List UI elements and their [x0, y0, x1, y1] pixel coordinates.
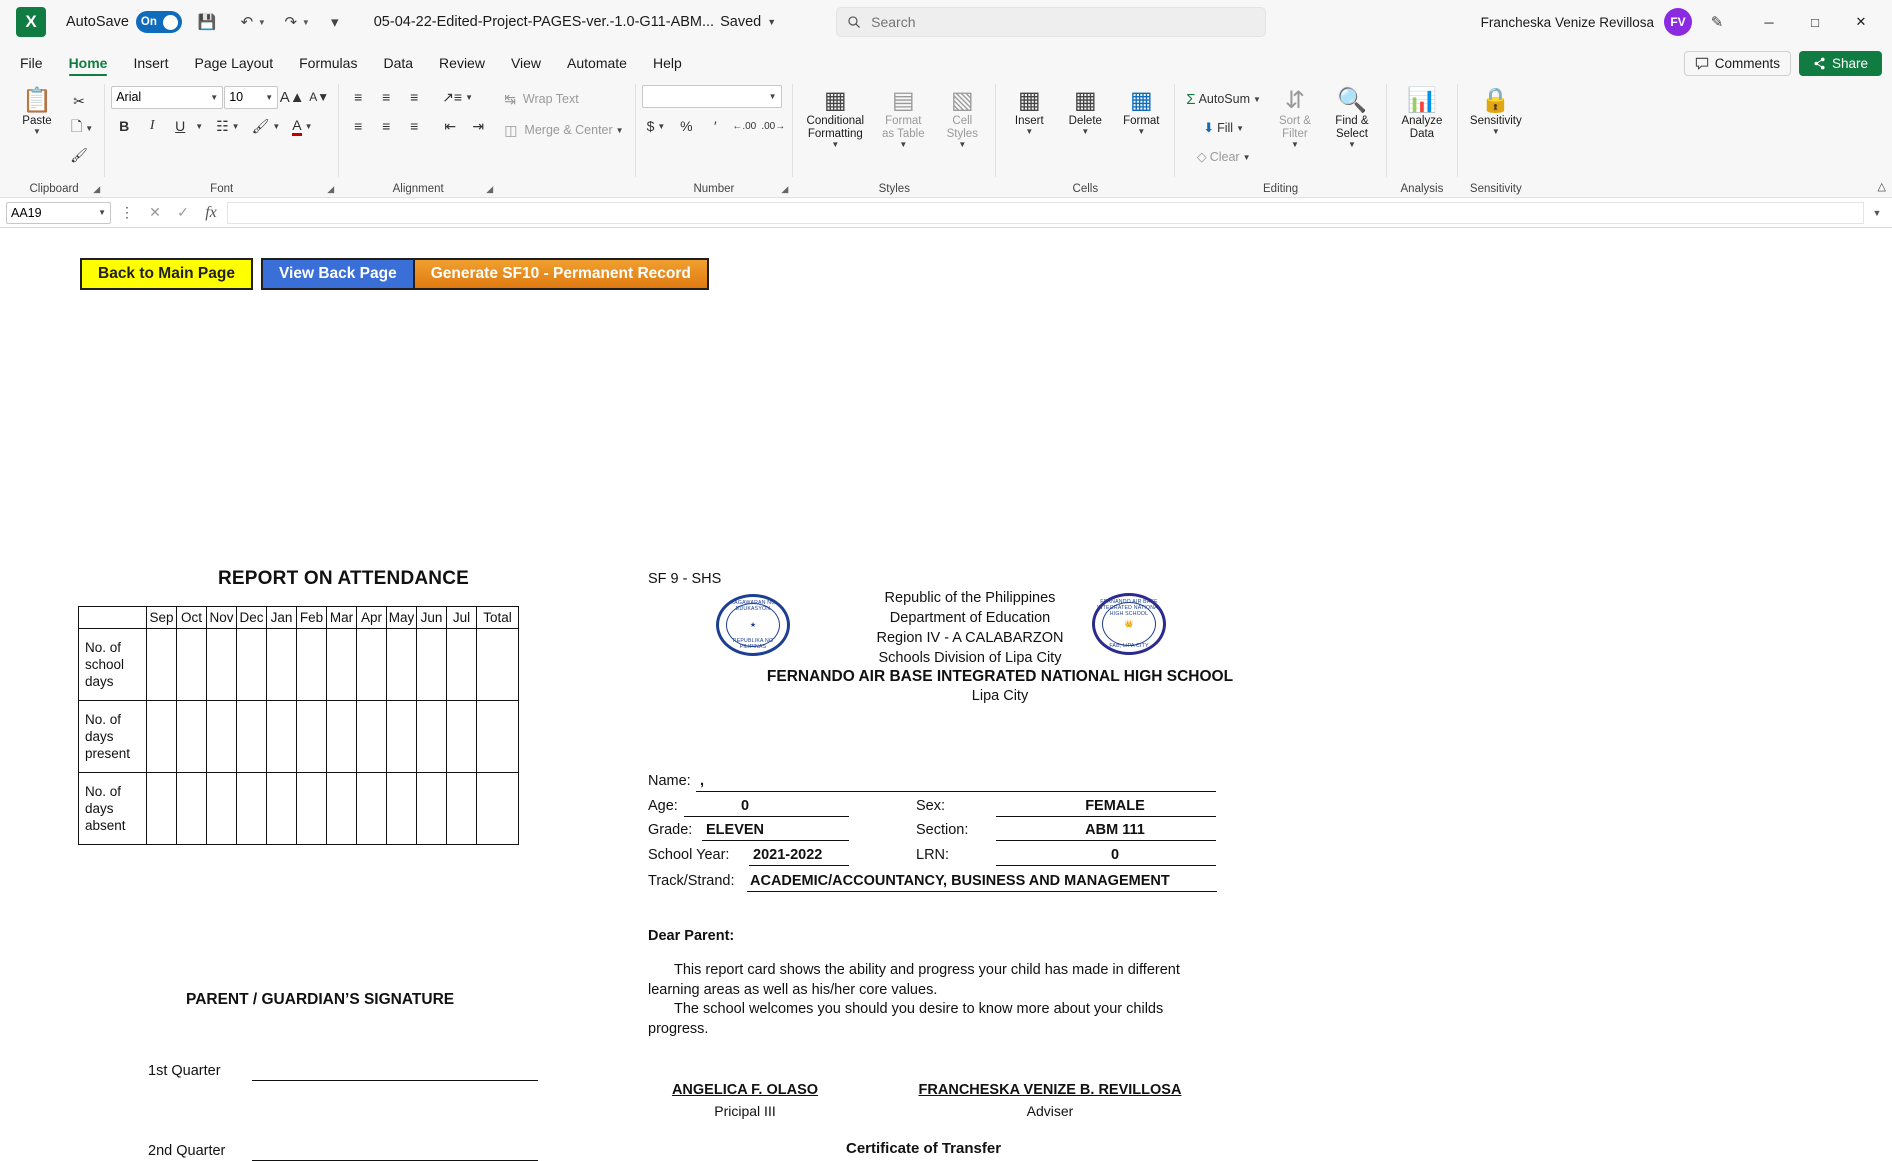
- sensitivity-icon: 🔒: [1480, 87, 1511, 114]
- seal-top-text: KAGAWARAN NG EDUKASYON: [730, 600, 776, 612]
- increase-font-size-icon[interactable]: A▲: [279, 88, 305, 106]
- ribbon-group-editing: [1175, 78, 1386, 197]
- autosave-toggle-state: On: [140, 16, 157, 28]
- chevron-down-icon[interactable]: ▼: [1491, 127, 1500, 136]
- format-as-table-label: Format as Table: [881, 115, 925, 140]
- file-name-text: 05-04-22-Edited-Project-PAGES-ver.-1.0-G11-ABM...: [373, 14, 715, 30]
- paste-label: Paste: [22, 115, 52, 127]
- age-field-line: [684, 816, 849, 817]
- header-line-1: Republic of the Philippines: [884, 590, 1056, 606]
- delete-cells-button[interactable]: [1058, 85, 1112, 139]
- alignment-text-spacer: [499, 183, 628, 197]
- section-field-line: [996, 840, 1216, 841]
- search-box[interactable]: [836, 7, 1266, 37]
- wrap-text-label: Wrap Text: [522, 92, 579, 106]
- sex-value: FEMALE: [1085, 798, 1145, 814]
- undo-chevron-down-icon[interactable]: ▼: [257, 17, 266, 27]
- grade-value: ELEVEN: [706, 822, 765, 838]
- adviser-role: Adviser: [1026, 1103, 1074, 1119]
- ribbon-tab-bar: [0, 44, 1892, 78]
- chevron-down-icon[interactable]: ▼: [1347, 140, 1356, 149]
- chevron-down-icon[interactable]: ▼: [210, 92, 219, 102]
- cell[interactable]: [267, 701, 297, 773]
- align-middle-icon[interactable]: ≡: [382, 89, 391, 105]
- fill-color-icon[interactable]: 🖌 ▼: [251, 117, 281, 134]
- table-row: [79, 629, 519, 701]
- alignment-group-label: Alignment: [392, 183, 444, 195]
- undo-control[interactable]: [232, 7, 266, 37]
- ribbon: [0, 78, 1892, 198]
- tab-data[interactable]: Data: [383, 55, 414, 71]
- month-header-dec: Dec: [237, 607, 267, 629]
- customize-quick-access-icon[interactable]: ▾: [330, 14, 339, 31]
- clear-button[interactable]: ◇ Clear ▼: [1196, 149, 1251, 164]
- undo-icon[interactable]: ↶: [240, 14, 254, 31]
- format-as-table-button[interactable]: [873, 85, 933, 152]
- sort-filter-label: Sort & Filter: [1278, 115, 1311, 140]
- month-header-apr: Apr: [357, 607, 387, 629]
- cell[interactable]: [207, 701, 237, 773]
- delete-cells-label: Delete: [1068, 115, 1102, 127]
- cell[interactable]: [147, 701, 177, 773]
- cell[interactable]: [357, 701, 387, 773]
- cell[interactable]: [177, 629, 207, 701]
- number-dialog-launcher[interactable]: ◢: [781, 184, 789, 194]
- save-icon[interactable]: 💾: [197, 14, 217, 31]
- redo-control[interactable]: [276, 7, 310, 37]
- delete-cells-icon: ▦: [1073, 87, 1097, 114]
- paragraph-2: The school welcomes you should you desire to know more about your childs progress.: [648, 1001, 1164, 1037]
- conditional-formatting-button[interactable]: [799, 85, 871, 152]
- cell[interactable]: [387, 629, 417, 701]
- chevron-down-icon[interactable]: ▼: [1025, 127, 1034, 136]
- sensitivity-group-label: Sensitivity: [1469, 183, 1522, 195]
- insert-cells-label: Insert: [1014, 115, 1044, 127]
- school-seal-icon: [1092, 593, 1166, 655]
- cell[interactable]: [387, 701, 417, 773]
- chevron-down-icon[interactable]: ▼: [958, 140, 967, 149]
- cell[interactable]: [177, 701, 207, 773]
- month-header-jul: Jul: [447, 607, 477, 629]
- formula-bar-more-icon[interactable]: ⋮: [120, 204, 134, 220]
- age-value: 0: [740, 798, 750, 814]
- comma-format-icon[interactable]: ′: [713, 118, 717, 134]
- cell[interactable]: [477, 629, 519, 701]
- format-cells-label: Format: [1123, 115, 1160, 127]
- view-back-page-button[interactable]: View Back Page: [261, 258, 415, 290]
- paste-chevron-down-icon[interactable]: ▼: [33, 127, 41, 136]
- school-seal-inner: 👑: [1102, 602, 1156, 646]
- report-paragraph: [648, 961, 1188, 1039]
- school-city: Lipa City: [971, 688, 1029, 704]
- conditional-formatting-label: Conditional Formatting: [806, 115, 865, 140]
- row-label-school-days: No. of school days: [79, 629, 147, 701]
- chevron-down-icon[interactable]: ▼: [1081, 127, 1090, 136]
- lrn-label: LRN:: [916, 847, 950, 863]
- ribbon-group-cells: [996, 78, 1174, 197]
- editing-group-label: Editing: [1263, 183, 1299, 195]
- font-dialog-launcher[interactable]: ◢: [327, 184, 335, 194]
- section-label: Section:: [916, 822, 969, 838]
- row-label-days-absent: No. of days absent: [79, 773, 147, 845]
- clipboard-group-label: Clipboard: [29, 183, 79, 195]
- tab-file[interactable]: File: [20, 55, 43, 71]
- autosum-label: AutoSum: [1198, 92, 1250, 106]
- dear-parent-label: Dear Parent:: [648, 928, 735, 944]
- merge-center-label: Merge & Center: [524, 123, 613, 137]
- clipboard-dialog-launcher[interactable]: ◢: [93, 184, 101, 194]
- tab-insert[interactable]: Insert: [133, 55, 169, 71]
- cell[interactable]: [297, 629, 327, 701]
- generate-sf10-button[interactable]: Generate SF10 - Permanent Record: [413, 258, 709, 290]
- autosave-toggle-knob: [163, 15, 178, 30]
- sensitivity-button[interactable]: [1464, 85, 1528, 139]
- cell-styles-label: Cell Styles: [946, 115, 978, 140]
- grade-field-line: [702, 840, 849, 841]
- ribbon-group-font: [105, 78, 338, 197]
- cell[interactable]: [207, 773, 237, 845]
- autosave-toggle[interactable]: [136, 11, 182, 33]
- cell-styles-button[interactable]: [935, 85, 989, 152]
- redo-icon[interactable]: ↷: [284, 14, 298, 31]
- find-select-label: Find & Select: [1335, 115, 1369, 140]
- share-label: Share: [1831, 56, 1868, 71]
- sort-filter-icon: ⇵: [1284, 87, 1305, 114]
- cut-icon[interactable]: ✂: [73, 92, 85, 109]
- principal-name: ANGELICA F. OLASO: [671, 1082, 819, 1098]
- bold-button[interactable]: B: [119, 118, 130, 134]
- tab-view[interactable]: View: [510, 55, 542, 71]
- first-quarter-signature-line: [252, 1080, 538, 1081]
- align-top-icon[interactable]: ≡: [354, 89, 363, 105]
- tab-review[interactable]: Review: [439, 55, 485, 71]
- cell[interactable]: [147, 629, 177, 701]
- chevron-down-icon[interactable]: ▼: [768, 92, 777, 101]
- ribbon-group-analysis: [1387, 78, 1457, 197]
- school-seal-bottom-text: FAB, LIPA CITY: [1109, 643, 1149, 649]
- school-seal-top-text: FERNANDO AIR BASE INTEGRATED NATIONAL HIGH SCHOOL: [1097, 599, 1161, 617]
- cell[interactable]: [327, 629, 357, 701]
- cell[interactable]: [387, 773, 417, 845]
- window-controls: [1746, 0, 1884, 44]
- ribbon-group-clipboard: [4, 78, 104, 197]
- cell-styles-icon: ▧: [950, 87, 974, 114]
- first-quarter-label: 1st Quarter: [148, 1063, 221, 1079]
- pen-icon[interactable]: ✎: [1710, 14, 1724, 31]
- attendance-title: REPORT ON ATTENDANCE: [218, 568, 469, 589]
- font-size-value: 10: [229, 90, 244, 104]
- find-select-button[interactable]: [1324, 85, 1380, 152]
- table-row: [79, 773, 519, 845]
- decrease-font-size-icon[interactable]: A▼: [309, 90, 330, 104]
- currency-format-icon[interactable]: $ ▼: [646, 118, 666, 134]
- ribbon-group-alignment-text: [493, 78, 634, 197]
- row-label-days-present: No. of days present: [79, 701, 147, 773]
- tab-home[interactable]: Home: [57, 50, 120, 78]
- clear-label: Clear: [1209, 150, 1240, 164]
- principal-role: Pricipal III: [714, 1103, 776, 1119]
- insert-cells-button[interactable]: [1002, 85, 1056, 139]
- cell[interactable]: [237, 701, 267, 773]
- name-box-value: AA19: [11, 205, 42, 220]
- tab-formulas[interactable]: Formulas: [299, 55, 358, 71]
- back-to-main-page-button[interactable]: Back to Main Page: [80, 258, 253, 290]
- font-name-value: Arial: [116, 90, 142, 104]
- cell[interactable]: [297, 701, 327, 773]
- month-header-mar: Mar: [327, 607, 357, 629]
- wrap-text-button[interactable]: ↹ Wrap Text: [504, 90, 579, 107]
- collapse-ribbon-icon[interactable]: △: [1877, 181, 1886, 193]
- number-group-label: Number: [693, 183, 735, 195]
- chevron-down-icon[interactable]: ▼: [831, 140, 840, 149]
- seal-inner: ★: [726, 603, 780, 647]
- enter-icon[interactable]: ✓: [177, 204, 189, 220]
- section-value: ABM 111: [1085, 822, 1145, 838]
- grade-label: Grade:: [648, 822, 693, 838]
- formula-input[interactable]: [227, 202, 1864, 224]
- file-name-button[interactable]: [374, 14, 776, 30]
- cell[interactable]: [417, 629, 447, 701]
- name-label: Name:: [648, 773, 691, 789]
- ribbon-group-alignment: [339, 78, 497, 197]
- cell[interactable]: [447, 629, 477, 701]
- underline-chevron-down-icon[interactable]: ▼: [195, 121, 204, 131]
- title-bar: [0, 0, 1892, 44]
- header-line-2: Department of Education: [889, 610, 1051, 626]
- align-center-icon[interactable]: ≡: [382, 118, 391, 134]
- orientation-icon[interactable]: ↗≡ ▼: [442, 88, 474, 105]
- ribbon-group-styles: [793, 78, 995, 197]
- second-quarter-label: 2nd Quarter: [148, 1143, 226, 1159]
- school-year-label: School Year:: [648, 847, 730, 863]
- styles-group-label: Styles: [878, 183, 910, 195]
- month-header-oct: Oct: [177, 607, 207, 629]
- insert-cells-icon: ▦: [1017, 87, 1041, 114]
- alignment-dialog-launcher[interactable]: ◢: [486, 184, 494, 194]
- account-name: Francheska Venize Revillosa: [1480, 14, 1654, 30]
- table-header-row: [79, 607, 519, 629]
- attendance-table: [78, 606, 519, 845]
- expand-formula-bar-icon[interactable]: ▼: [1872, 207, 1882, 218]
- cell[interactable]: [327, 773, 357, 845]
- table-row: [79, 701, 519, 773]
- month-header-nov: Nov: [207, 607, 237, 629]
- school-year-value: 2021-2022: [753, 847, 823, 863]
- cell[interactable]: [477, 701, 519, 773]
- merge-center-button[interactable]: ◫ Merge & Center ▼: [504, 121, 624, 138]
- formula-bar: [0, 198, 1892, 228]
- increase-decimal-icon[interactable]: ←.00: [732, 120, 757, 132]
- underline-button[interactable]: U: [175, 118, 186, 134]
- worksheet-area[interactable]: [0, 228, 1892, 1159]
- search-input[interactable]: [869, 13, 1255, 31]
- cell[interactable]: [357, 629, 387, 701]
- sex-field-line: [996, 816, 1216, 817]
- minimize-button[interactable]: ─: [1764, 14, 1774, 30]
- font-size-select[interactable]: [224, 86, 278, 109]
- tab-help[interactable]: Help: [652, 55, 682, 71]
- font-name-select[interactable]: [111, 86, 223, 109]
- fill-button[interactable]: ⬇ Fill ▼: [1203, 120, 1244, 135]
- school-year-field-line: [749, 865, 849, 866]
- chevron-down-icon[interactable]: ▼: [265, 92, 274, 102]
- chevron-down-icon[interactable]: ▼: [1137, 127, 1146, 136]
- file-chevron-down-icon[interactable]: ▼: [767, 17, 777, 27]
- borders-icon[interactable]: ☷ ▼: [216, 117, 240, 134]
- paragraph-1: This report card shows the ability and progress your child has made in different learning areas as well as his/her core values.: [648, 962, 1180, 998]
- ribbon-right-actions: [1684, 51, 1892, 78]
- cell[interactable]: [447, 701, 477, 773]
- analysis-group-label: Analysis: [1400, 183, 1444, 195]
- name-field-line: [696, 791, 1216, 792]
- percent-format-icon[interactable]: %: [680, 118, 693, 134]
- cell[interactable]: [237, 629, 267, 701]
- sensitivity-label: Sensitivity: [1469, 115, 1522, 127]
- comment-icon: [1695, 57, 1709, 70]
- cell[interactable]: [447, 773, 477, 845]
- format-cells-button[interactable]: [1114, 85, 1168, 139]
- align-left-icon[interactable]: ≡: [354, 118, 363, 134]
- cell[interactable]: [357, 773, 387, 845]
- lrn-value: 0: [1110, 847, 1120, 863]
- fill-label: Fill: [1217, 121, 1234, 135]
- seal-bottom-text: REPUBLIKA NG PILIPINAS: [732, 638, 774, 650]
- header-line-3: Region IV - A CALABARZON: [876, 630, 1064, 646]
- avatar[interactable]: FV: [1664, 8, 1692, 36]
- sex-label: Sex:: [916, 798, 946, 814]
- table-corner-cell: [79, 607, 147, 629]
- excel-app-icon: X: [16, 7, 46, 37]
- track-strand-value: ACADEMIC/ACCOUNTANCY, BUSINESS AND MANAGEMENT: [750, 873, 1170, 889]
- chevron-down-icon[interactable]: ▼: [1290, 140, 1299, 149]
- find-select-icon: 🔍: [1336, 87, 1367, 114]
- cell[interactable]: [177, 773, 207, 845]
- decrease-decimal-icon[interactable]: .00→: [761, 120, 786, 132]
- sf9-label: SF 9 - SHS: [648, 571, 722, 587]
- sort-filter-button[interactable]: [1268, 85, 1322, 152]
- lrn-field-line: [996, 865, 1216, 866]
- redo-chevron-down-icon[interactable]: ▼: [301, 17, 310, 27]
- adviser-name: FRANCHESKA VENIZE B. REVILLOSA: [918, 1082, 1182, 1098]
- month-header-sep: Sep: [147, 607, 177, 629]
- cell[interactable]: [477, 773, 519, 845]
- analyze-data-button[interactable]: [1393, 85, 1451, 144]
- decrease-indent-icon[interactable]: ⇤: [444, 117, 457, 134]
- ribbon-group-number: [636, 78, 793, 197]
- month-header-jun: Jun: [417, 607, 447, 629]
- track-strand-label: Track/Strand:: [648, 873, 735, 889]
- font-color-icon[interactable]: A ▼: [287, 114, 317, 138]
- cell[interactable]: [417, 701, 447, 773]
- autosum-button[interactable]: Σ AutoSum ▼: [1186, 90, 1261, 108]
- tab-automate[interactable]: Automate: [567, 55, 627, 71]
- save-status-text: Saved: [720, 14, 762, 30]
- number-format-select[interactable]: [642, 85, 782, 108]
- cells-group-label: Cells: [1072, 183, 1099, 195]
- cell[interactable]: [297, 773, 327, 845]
- comments-button[interactable]: [1684, 51, 1791, 76]
- cell[interactable]: [147, 773, 177, 845]
- month-header-may: May: [387, 607, 417, 629]
- cell[interactable]: [207, 629, 237, 701]
- comments-label: Comments: [1714, 56, 1780, 71]
- cell[interactable]: [417, 773, 447, 845]
- month-header-feb: Feb: [297, 607, 327, 629]
- month-header-jan: Jan: [267, 607, 297, 629]
- school-name: FERNANDO AIR BASE INTEGRATED NATIONAL HIGH SCHOOL: [766, 668, 1234, 685]
- cancel-icon[interactable]: ✕: [149, 204, 161, 220]
- italic-button[interactable]: I: [149, 118, 155, 133]
- conditional-formatting-icon: ▦: [823, 87, 847, 114]
- copy-icon[interactable]: 🗋 ▼: [71, 118, 94, 134]
- tab-page-layout[interactable]: Page Layout: [194, 55, 274, 71]
- paste-button[interactable]: [10, 85, 64, 139]
- share-button[interactable]: [1799, 51, 1882, 76]
- format-as-table-icon: ▤: [891, 87, 915, 114]
- format-painter-icon[interactable]: 🖌: [70, 146, 88, 163]
- align-bottom-icon[interactable]: ≡: [410, 89, 419, 105]
- cell[interactable]: [237, 773, 267, 845]
- autosave-control[interactable]: [66, 11, 182, 33]
- account-area[interactable]: [1481, 7, 1736, 37]
- parent-guardian-signature-title: PARENT / GUARDIAN’S SIGNATURE: [186, 991, 455, 1008]
- format-cells-icon: ▦: [1129, 87, 1153, 114]
- header-line-4: Schools Division of Lipa City: [878, 650, 1062, 666]
- cell[interactable]: [267, 773, 297, 845]
- cell[interactable]: [267, 629, 297, 701]
- increase-indent-icon[interactable]: ⇥: [472, 117, 485, 134]
- search-icon: [847, 15, 861, 29]
- insert-function-icon[interactable]: fx: [205, 203, 217, 221]
- align-right-icon[interactable]: ≡: [410, 118, 419, 134]
- month-header-total: Total: [477, 607, 519, 629]
- ribbon-group-sensitivity: [1458, 78, 1534, 197]
- certificate-of-transfer-title: Certificate of Transfer: [846, 1140, 1002, 1157]
- cell[interactable]: [327, 701, 357, 773]
- chevron-down-icon[interactable]: ▼: [899, 140, 908, 149]
- paste-icon: 📋: [22, 87, 52, 114]
- share-icon: [1813, 57, 1826, 70]
- shape-button-bar: [80, 258, 709, 290]
- autosave-label: AutoSave: [66, 14, 129, 30]
- track-strand-field-line: [747, 891, 1217, 892]
- analyze-data-icon: 📊: [1406, 87, 1437, 114]
- age-label: Age:: [648, 798, 678, 814]
- name-box[interactable]: [6, 202, 111, 224]
- name-value: ,: [700, 773, 705, 789]
- name-box-chevron-down-icon[interactable]: ▼: [98, 208, 106, 217]
- font-group-label: Font: [210, 183, 234, 195]
- maximize-button[interactable]: □: [1811, 14, 1819, 30]
- close-button[interactable]: ✕: [1855, 14, 1867, 29]
- analyze-data-label: Analyze Data: [1401, 115, 1443, 140]
